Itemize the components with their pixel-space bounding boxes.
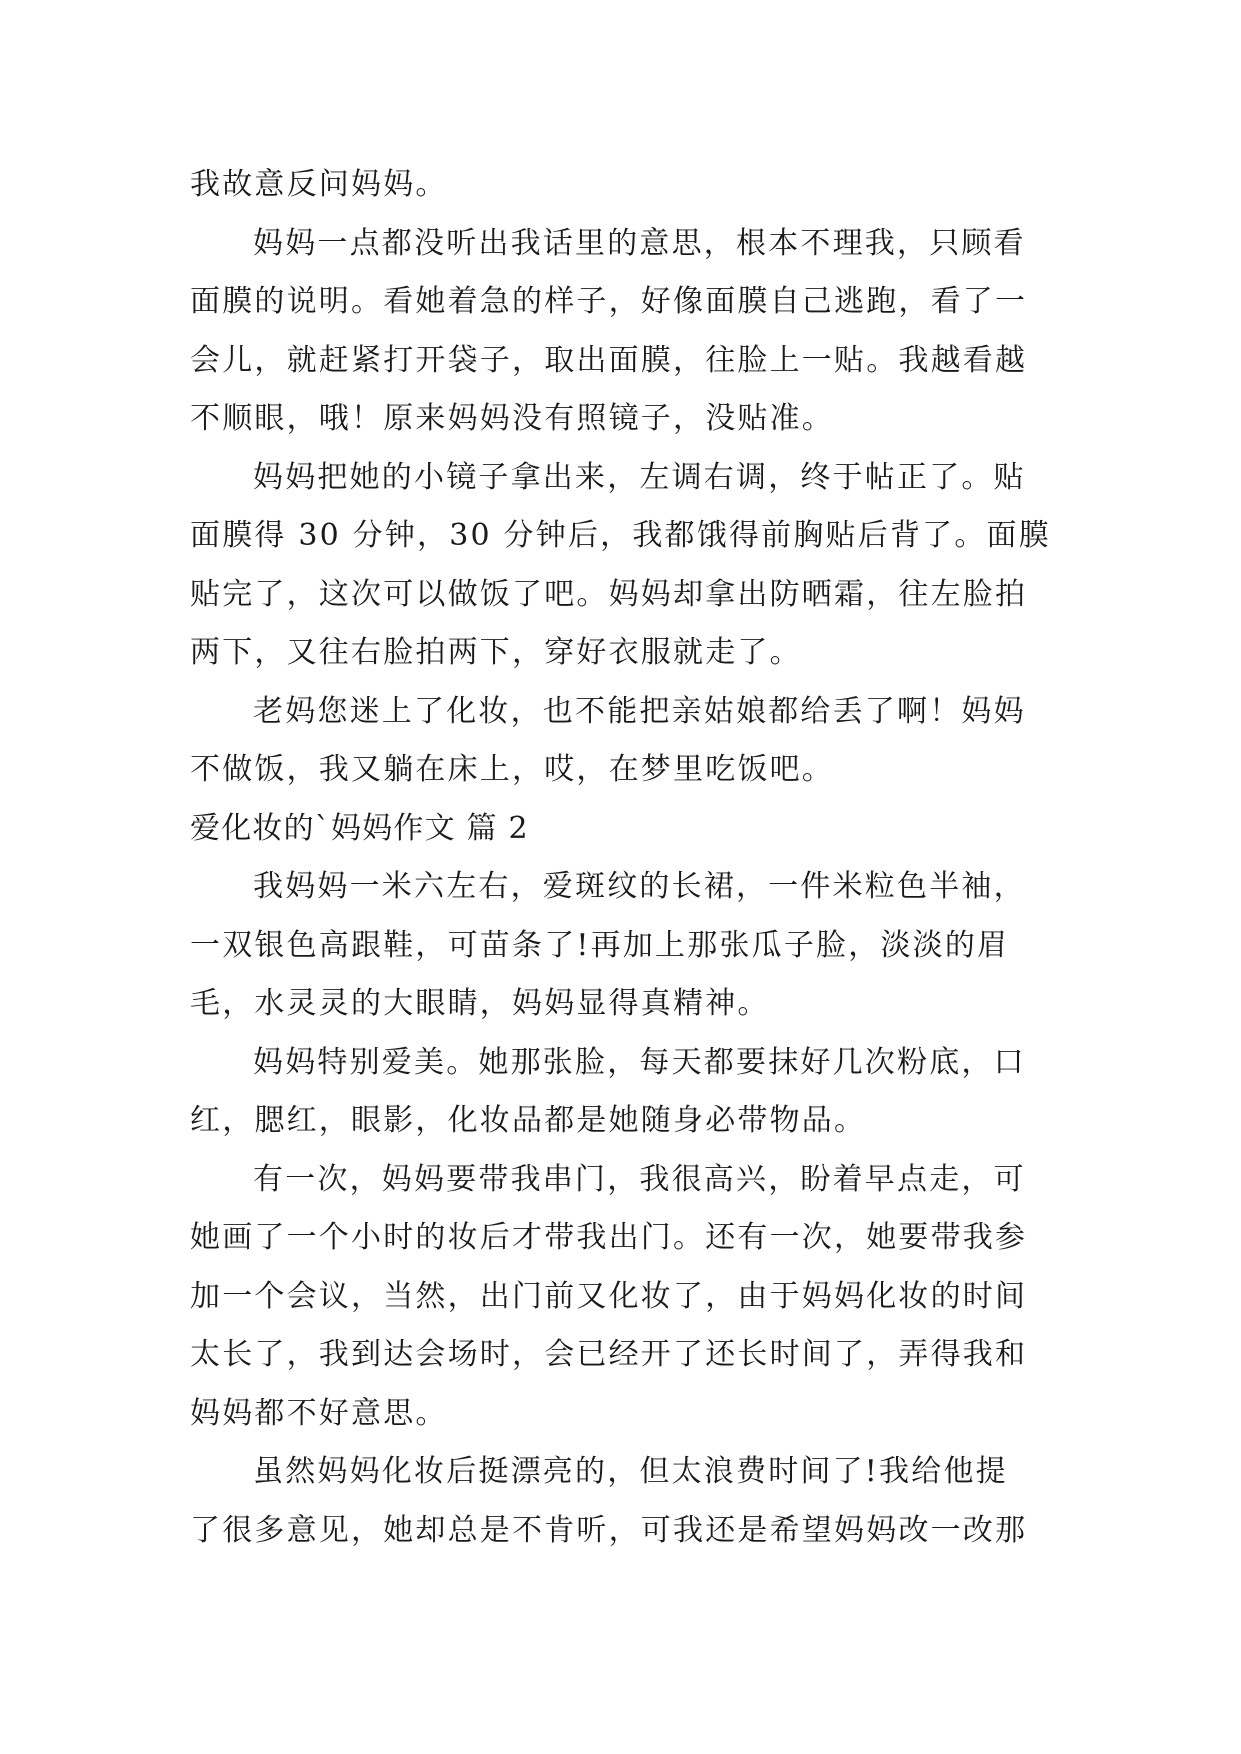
- text-line: 了很多意见，她却总是不肯听，可我还是希望妈妈改一改那: [190, 1512, 1028, 1548]
- paragraph-first-line: 我妈妈一米六左右，爱斑纹的长裙，一件米粒色半袖，: [253, 869, 1026, 904]
- paragraph-first-line: 虽然妈妈化妆后挺漂亮的，但太浪费时间了!我给他提: [253, 1454, 1008, 1489]
- paragraph-first-line: 妈妈特别爱美。她那张脸，每天都要抹好几次粉底，口: [253, 1044, 1026, 1080]
- section-title: 爱化妆的`妈妈作文 篇 2: [190, 810, 529, 846]
- text-line: 不做饭，我又躺在床上，哎，在梦里吃饭吧。: [190, 752, 834, 787]
- text-line: 她画了一个小时的妆后才带我出门。还有一次，她要带我参: [190, 1220, 1028, 1255]
- paragraph-first-line: 妈妈把她的小镜子拿出来，左调右调，终于帖正了。贴: [253, 459, 1026, 495]
- text-line: 加一个会议，当然，出门前又化妆了，由于妈妈化妆的时间: [190, 1278, 1028, 1314]
- text-line: 两下，又往右脸拍两下，穿好衣服就走了。: [190, 635, 802, 670]
- text-line: 面膜得 30 分钟，30 分钟后，我都饿得前胸贴后背了。面膜: [190, 518, 1051, 553]
- text-line: 不顺眼，哦！原来妈妈没有照镜子，没贴准。: [190, 401, 834, 436]
- text-line: 会儿，就赶紧打开袋子，取出面膜，往脸上一贴。我越看越: [190, 342, 1028, 378]
- paragraph-first-line: 妈妈一点都没听出我话里的意思，根本不理我，只顾看: [253, 225, 1026, 261]
- text-line: 我故意反问妈妈。: [190, 167, 448, 202]
- text-line: 妈妈都不好意思。: [190, 1395, 448, 1431]
- text-line: 面膜的说明。看她着急的样子，好像面膜自己逃跑，看了一: [190, 284, 1028, 319]
- text-line: 太长了，我到达会场时，会已经开了还长时间了，弄得我和: [190, 1337, 1028, 1372]
- text-line: 红，腮红，眼影，化妆品都是她随身必带物品。: [190, 1103, 867, 1138]
- text-line: 毛，水灵灵的大眼睛，妈妈显得真精神。: [190, 986, 770, 1021]
- paragraph-first-line: 有一次，妈妈要带我串门，我很高兴，盼着早点走，可: [253, 1161, 1026, 1197]
- text-line: 贴完了，这次可以做饭了吧。妈妈却拿出防晒霜，往左脸拍: [190, 576, 1028, 612]
- document-body: [190, 156, 1052, 1560]
- text-line: 一双银色高跟鞋，可苗条了!再加上那张瓜子脸，淡淡的眉: [190, 927, 1010, 963]
- paragraph-first-line: 老妈您迷上了化妆，也不能把亲姑娘都给丢了啊！妈妈: [253, 693, 1026, 729]
